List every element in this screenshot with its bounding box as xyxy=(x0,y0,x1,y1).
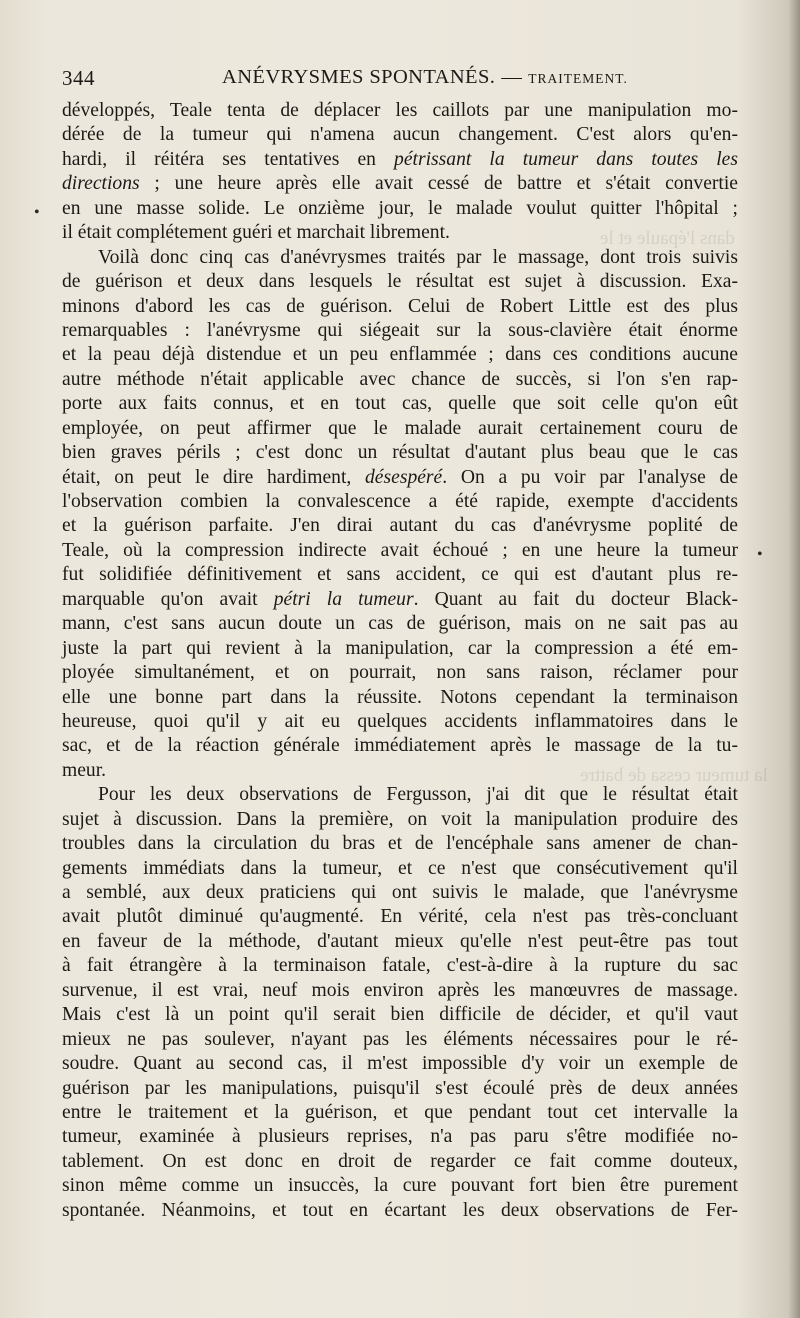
text-line: dérée de la tumeur qui n'amena aucun changement. C'est alors qu'en- xyxy=(62,124,738,146)
paragraph xyxy=(62,99,738,246)
text-line: et la guérison parfaite. J'en dirai autant du cas d'anévrysme poplité de xyxy=(62,515,738,537)
header-section: TRAITEMENT. xyxy=(528,71,628,86)
text-line: développés, Teale tenta de déplacer les caillots par une manipulation mo- xyxy=(62,100,738,121)
body-text xyxy=(62,99,738,1223)
text-line: sujet à discussion. Dans la première, on voit la manipulation produire des xyxy=(62,808,738,830)
text-line: marquable qu'on avait pétri la tumeur. Quant au fait du docteur Black- xyxy=(62,588,738,610)
text-line: juste la part qui revient à la manipulation, car la compression a été em- xyxy=(62,637,738,659)
text-line: Pour les deux observations de Fergusson, j'ai dit que le résultat était xyxy=(98,784,738,806)
text-line: de guérison et deux dans lesquels le résultat est sujet à discussion. Exa- xyxy=(62,271,738,293)
text-line: mann, c'est sans aucun doute un cas de guérison, mais on ne sait pas au xyxy=(62,613,738,635)
text-line: remarquables : l'anévrysme qui siégeait sur la sous-clavière était énorme xyxy=(62,319,738,341)
text-line: minons d'abord les cas de guérison. Celui de Robert Little est des plus xyxy=(62,295,738,317)
text-line: meur. xyxy=(62,759,107,781)
page-number: 344 xyxy=(62,66,95,90)
running-title xyxy=(222,66,628,89)
text-line: était, on peut le dire hardiment, désespéré. On a pu voir par l'analyse de xyxy=(62,466,738,488)
text-line: tablement. On est donc en droit de regarder ce fait comme douteux, xyxy=(62,1150,738,1172)
page-edge-shadow xyxy=(788,0,800,1318)
text-line: autre méthode n'était applicable avec chance de succès, si l'on s'en rap- xyxy=(62,368,738,390)
text-line: survenue, il est vrai, neuf mois environ après les manœuvres de massage. xyxy=(62,979,738,1001)
text-line: troubles dans la circulation du bras et de l'encéphale sans amener de chan- xyxy=(62,833,738,855)
text-line: fut solidifiée définitivement et sans accident, ce qui est d'autant plus re- xyxy=(62,564,738,586)
show-through-text: la tumeur cessa de battre xyxy=(580,765,768,786)
text-line: sac, et de la réaction générale immédiatement après le massage de la tu- xyxy=(62,735,738,757)
text-line: guérison par les manipulations, puisqu'il s'est écoulé près de deux années xyxy=(62,1077,738,1099)
text-line: spontanée. Néanmoins, et tout en écartant les deux observations de Fer- xyxy=(62,1199,738,1221)
show-through-text: dans l'épaule et le xyxy=(600,228,735,249)
text-line: employée, on peut affirmer que le malade aurait certainement couru de xyxy=(62,417,738,439)
text-line: et la peau déjà distendue et un peu enflammée ; dans ces conditions aucune xyxy=(62,344,738,366)
running-header xyxy=(62,66,738,96)
text-line: Mais c'est là un point qu'il serait bien difficile de décider, et qu'il vaut xyxy=(62,1004,738,1026)
header-title: ANÉVRYSMES SPONTANÉS. xyxy=(222,66,496,88)
text-line: entre le traitement et la guérison, et que pendant tout cet intervalle la xyxy=(62,1101,738,1123)
text-line: Teale, où la compression indirecte avait échoué ; en une heure la tumeur xyxy=(62,539,738,561)
text-line: soudre. Quant au second cas, il m'est impossible d'y voir un exemple de xyxy=(62,1053,738,1075)
text-line: l'observation combien la convalescence a été rapide, exempte d'accidents xyxy=(62,491,738,512)
text-line: porte aux faits connus, et en tout cas, quelle que soit celle qu'on eût xyxy=(62,393,738,415)
margin-dot: • xyxy=(757,546,763,563)
text-line: heureuse, quoi qu'il y ait eu quelques accidents inflammatoires dans le xyxy=(62,710,738,732)
text-line: il était complétement guéri et marchait librement. xyxy=(62,222,450,244)
text-line: a semblé, aux deux praticiens qui ont suivis le malade, que l'anévrysme xyxy=(62,882,738,903)
text-line: mieux ne pas soulever, n'ayant pas les éléments nécessaires pour le ré- xyxy=(62,1028,738,1050)
text-line: elle une bonne part dans la réussite. Notons cependant la terminaison xyxy=(62,686,738,708)
text-line: gements immédiats dans la tumeur, et ce n'est que consécutivement qu'il xyxy=(62,857,738,879)
paragraph xyxy=(62,783,738,1223)
text-line: directions ; une heure après elle avait cessé de battre et s'était convertie xyxy=(62,173,738,195)
text-line: bien graves périls ; c'est donc un résultat d'autant plus beau que le cas xyxy=(62,442,738,464)
header-separator: — xyxy=(501,66,523,88)
text-line: à fait étrangère à la terminaison fatale, c'est-à-dire à la rupture du sac xyxy=(62,955,738,977)
text-line: hardi, il réitéra ses tentatives en pétrissant la tumeur dans toutes les xyxy=(62,148,738,170)
text-line: en faveur de la méthode, d'autant mieux qu'elle n'est peut-être pas tout xyxy=(62,930,738,952)
text-line: avait plutôt diminué qu'augmenté. En vérité, cela n'est pas très-concluant xyxy=(62,906,738,928)
text-line: sinon même comme un insuccès, la cure pouvant fort bien être purement xyxy=(62,1175,738,1197)
paragraph xyxy=(62,246,738,784)
margin-dot: • xyxy=(34,204,40,221)
text-line: tumeur, examinée à plusieurs reprises, n'a pas paru s'être modifiée no- xyxy=(62,1126,738,1148)
text-line: ployée simultanément, et on pourrait, non sans raison, réclamer pour xyxy=(62,662,738,684)
text-line: Voilà donc cinq cas d'anévrysmes traités par le massage, dont trois suivis xyxy=(98,246,738,268)
text-line: en une masse solide. Le onzième jour, le malade voulut quitter l'hôpital ; xyxy=(62,197,738,219)
